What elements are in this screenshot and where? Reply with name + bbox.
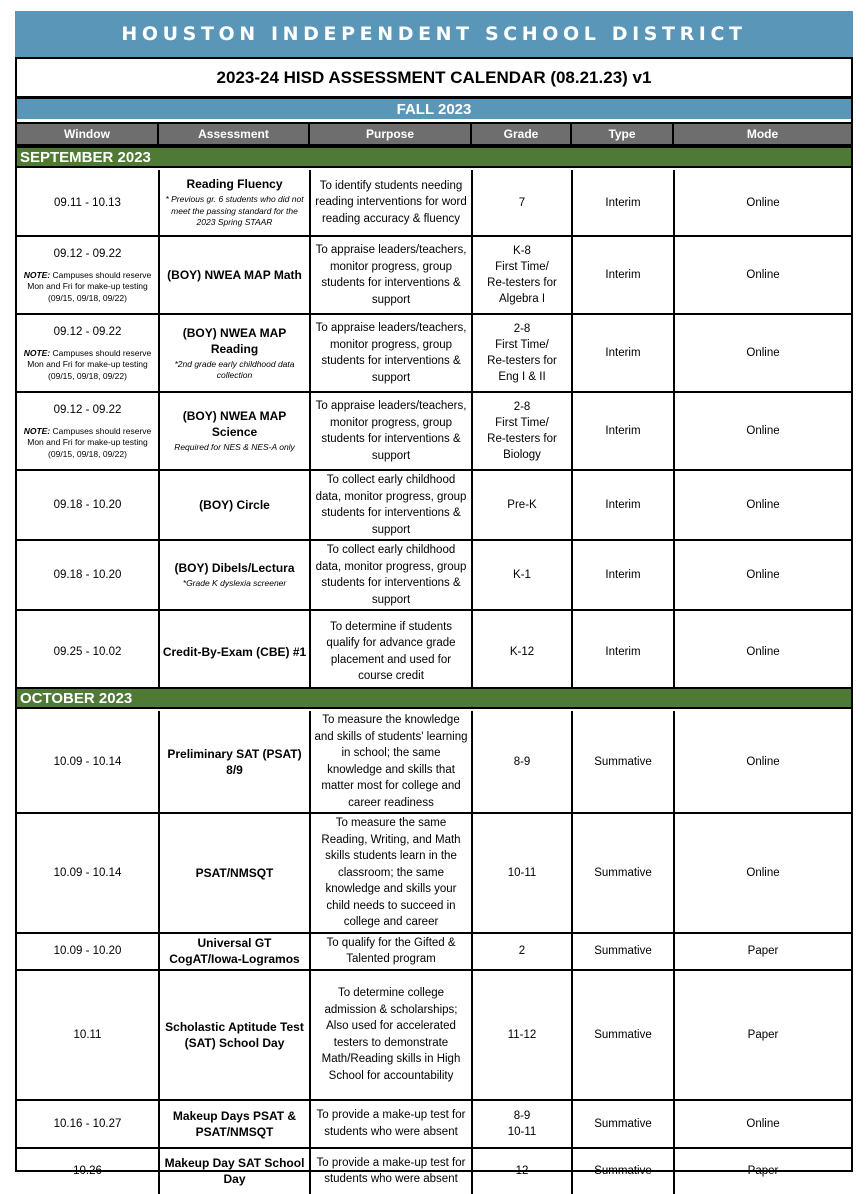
grade-line: First Time/ — [495, 417, 549, 429]
purpose-text: To measure the same Reading, Writing, and Math skills students learn in the classroom; the same knowledge and skills your child needs to succeed in college and career — [321, 817, 461, 928]
purpose-cell — [310, 540, 472, 610]
window-cell — [17, 392, 159, 470]
grade-line: Algebra I — [498, 293, 546, 305]
purpose-text: To identify students needing reading interventions for word reading accuracy & fluency — [315, 179, 467, 225]
table-row — [17, 933, 851, 970]
mode-cell: Online — [674, 1100, 851, 1148]
purpose-cell — [310, 610, 472, 692]
grade-line: K-8 — [513, 245, 531, 257]
mode-cell: Online — [674, 392, 851, 470]
purpose-text: To qualify for the Gifted & Talented program — [326, 936, 456, 965]
mode-cell: Online — [674, 711, 851, 813]
mode-cell: Online — [674, 170, 851, 236]
assessment-name: (BOY) NWEA MAP Reading — [182, 325, 287, 356]
grade-line: 2-8 — [513, 323, 531, 335]
assessment-cell — [159, 1100, 310, 1148]
october-table — [17, 711, 851, 1194]
window-dates: 09.12 - 09.22 — [53, 325, 122, 338]
month-header-october: OCTOBER 2023 — [17, 687, 851, 709]
column-header-purpose: Purpose — [310, 124, 472, 144]
grade-line: Re-testers for — [487, 277, 557, 289]
window-cell — [17, 540, 159, 610]
mode-cell: Online — [674, 470, 851, 540]
column-header-type: Type — [572, 124, 674, 144]
window-dates: 10.11 — [73, 1028, 102, 1041]
assessment-name: Makeup Days PSAT & PSAT/NMSQT — [172, 1108, 297, 1139]
grade-cell — [472, 392, 572, 470]
assessment-name: Preliminary SAT (PSAT) 8/9 — [167, 746, 302, 777]
purpose-text: To provide a make-up test for students who were absent — [316, 1156, 466, 1185]
grade-text: 7 — [518, 196, 526, 209]
type-cell: Interim — [572, 470, 674, 540]
purpose-cell — [310, 970, 472, 1100]
mode-cell: Online — [674, 540, 851, 610]
window-dates: 09.25 - 10.02 — [53, 645, 122, 658]
season-header: FALL 2023 — [17, 99, 851, 119]
window-dates: 09.12 - 09.22 — [53, 403, 122, 416]
assessment-name: (BOY) Dibels/Lectura — [174, 561, 295, 576]
window-cell — [17, 470, 159, 540]
page-title: 2023-24 HISD ASSESSMENT CALENDAR (08.21.23) v1 — [17, 59, 851, 99]
assessment-name: PSAT/NMSQT — [195, 865, 274, 880]
type-cell: Interim — [572, 236, 674, 314]
assessment-cell — [159, 170, 310, 236]
window-dates: 09.12 - 09.22 — [53, 247, 122, 260]
type-cell: Summative — [572, 933, 674, 970]
window-note — [19, 270, 156, 305]
grade-line: 2-8 — [513, 401, 531, 413]
mode-cell: Online — [674, 813, 851, 933]
assessment-cell — [159, 1148, 310, 1194]
column-header-mode: Mode — [746, 127, 779, 141]
window-cell — [17, 711, 159, 813]
purpose-text: To appraise leaders/teachers, monitor progress, group students for interventions & support — [315, 322, 467, 384]
september-table — [17, 170, 851, 692]
window-cell — [17, 1100, 159, 1148]
assessment-note: Required for NES & NES-A only — [174, 442, 295, 453]
grade-line: Re-testers for — [487, 355, 557, 367]
grade-text: 2 — [518, 945, 526, 957]
grade-cell — [472, 933, 572, 970]
mode-cell: Online — [674, 236, 851, 314]
window-dates: 09.18 - 10.20 — [53, 499, 122, 511]
month-header-september: SEPTEMBER 2023 — [17, 146, 851, 168]
assessment-name: Makeup Day SAT School Day — [164, 1156, 305, 1186]
purpose-text: To appraise leaders/teachers, monitor progress, group students for interventions & support — [315, 244, 467, 306]
purpose-text: To determine if students qualify for advance grade placement and used for course credit — [326, 620, 456, 682]
mode-cell: Paper — [674, 933, 851, 970]
purpose-text: To measure the knowledge and skills of students' learning in school; the same knowledge and skills that matter most for college and career readiness — [314, 714, 468, 809]
mode-cell: Online — [674, 610, 851, 692]
grade-cell — [472, 970, 572, 1100]
type-cell: Interim — [572, 392, 674, 470]
assessment-name: Universal GT CogAT/Iowa-Logramos — [169, 936, 300, 966]
table-row — [17, 711, 851, 813]
window-note-text: Campuses should reserve Mon and Fri for make-up testing (09/15, 09/18, 09/22) — [27, 347, 152, 381]
district-banner: HOUSTON INDEPENDENT SCHOOL DISTRICT — [15, 11, 853, 57]
type-cell: Summative — [572, 711, 674, 813]
assessment-cell — [159, 610, 310, 692]
type-cell: Summative — [572, 1148, 674, 1194]
grade-line: 10-11 — [507, 1125, 537, 1138]
window-cell — [17, 1148, 159, 1194]
window-cell — [17, 813, 159, 933]
column-header-window: Window — [17, 124, 159, 144]
grade-text: K-12 — [509, 645, 535, 658]
mode-cell: Paper — [674, 1148, 851, 1194]
grade-line: First Time/ — [495, 261, 549, 273]
purpose-cell — [310, 236, 472, 314]
purpose-text: To provide a make-up test for students who were absent — [316, 1109, 466, 1138]
assessment-note: * Previous gr. 6 students who did not meet the passing standard for the 2023 Spring STAAR — [165, 194, 304, 228]
window-dates: 10.09 - 10.14 — [53, 755, 122, 768]
type-cell: Interim — [572, 170, 674, 236]
purpose-cell — [310, 1100, 472, 1148]
grade-line: Re-testers for — [487, 433, 557, 445]
window-cell — [17, 314, 159, 392]
window-note-text: Campuses should reserve Mon and Fri for make-up testing (09/15, 09/18, 09/22) — [27, 269, 152, 303]
window-note-text: Campuses should reserve Mon and Fri for make-up testing (09/15, 09/18, 09/22) — [27, 425, 152, 459]
assessment-cell — [159, 392, 310, 470]
grade-cell — [472, 711, 572, 813]
assessment-name: (BOY) NWEA MAP Science — [182, 409, 287, 440]
assessment-note: *Grade K dyslexia screener — [182, 578, 287, 589]
table-row — [17, 1100, 851, 1148]
grade-line: First Time/ — [495, 339, 549, 351]
assessment-name: Reading Fluency — [186, 177, 283, 192]
purpose-cell — [310, 711, 472, 813]
grade-text: 12 — [515, 1165, 529, 1177]
type-cell: Summative — [572, 970, 674, 1100]
assessment-cell — [159, 314, 310, 392]
grade-line: Eng I & II — [498, 371, 546, 383]
table-row — [17, 610, 851, 692]
assessment-note: *2nd grade early childhood data collection — [174, 358, 295, 380]
purpose-cell — [310, 1148, 472, 1194]
window-cell — [17, 170, 159, 236]
window-dates: 09.18 - 10.20 — [53, 569, 122, 581]
grade-text: K-1 — [513, 569, 531, 581]
type-cell: Interim — [572, 540, 674, 610]
table-row — [17, 540, 851, 610]
table-row — [17, 1148, 851, 1194]
grade-text: Pre-K — [507, 499, 537, 511]
purpose-text: To collect early childhood data, monitor progress, group students for interventions & support — [315, 474, 467, 536]
table-row — [17, 970, 851, 1100]
window-note — [19, 348, 156, 383]
assessment-cell — [159, 933, 310, 970]
column-header-row — [17, 122, 851, 146]
window-note-label: NOTE: — [23, 347, 51, 358]
purpose-text: To determine college admission & scholarships; Also used for accelerated testers to demonstrate Math/Reading skills in High School for accountability — [321, 987, 461, 1082]
table-row — [17, 392, 851, 470]
window-note-label: NOTE: — [23, 269, 51, 280]
purpose-cell — [310, 170, 472, 236]
window-dates: 10.09 - 10.20 — [53, 945, 122, 957]
window-cell — [17, 236, 159, 314]
type-cell: Interim — [572, 610, 674, 692]
window-note-label: NOTE: — [23, 425, 51, 436]
assessment-name: Credit-By-Exam (CBE) #1 — [162, 644, 307, 659]
window-dates: 09.11 - 10.13 — [54, 196, 121, 209]
window-cell — [17, 970, 159, 1100]
window-cell — [17, 933, 159, 970]
grade-cell — [472, 314, 572, 392]
purpose-cell — [310, 392, 472, 470]
table-row — [17, 236, 851, 314]
assessment-cell — [159, 970, 310, 1100]
column-header-assessment: Assessment — [159, 124, 310, 144]
window-dates: 10.09 - 10.14 — [53, 866, 122, 879]
mode-cell: Paper — [674, 970, 851, 1100]
purpose-text: To appraise leaders/teachers, monitor progress, group students for interventions & support — [315, 400, 467, 462]
window-note — [19, 426, 156, 461]
grade-cell — [472, 470, 572, 540]
purpose-text: To collect early childhood data, monitor progress, group students for interventions & support — [315, 544, 467, 606]
assessment-name: (BOY) Circle — [199, 498, 270, 512]
assessment-name: Scholastic Aptitude Test (SAT) School Day — [165, 1019, 304, 1050]
type-cell: Summative — [572, 1100, 674, 1148]
window-cell — [17, 610, 159, 692]
column-header-grade: Grade — [472, 124, 572, 144]
calendar-frame — [15, 57, 853, 1186]
assessment-cell — [159, 711, 310, 813]
assessment-name: (BOY) NWEA MAP Math — [167, 268, 302, 282]
type-cell: Summative — [572, 813, 674, 933]
grade-cell — [472, 610, 572, 692]
grade-line: 8-9 — [513, 1109, 531, 1122]
purpose-cell — [310, 314, 472, 392]
purpose-cell — [310, 813, 472, 933]
grade-cell — [472, 540, 572, 610]
grade-text: 8-9 — [513, 755, 531, 768]
grade-cell — [472, 1100, 572, 1148]
purpose-cell — [310, 933, 472, 970]
grade-cell — [472, 813, 572, 933]
window-dates: 10.16 - 10.27 — [53, 1117, 122, 1130]
table-row — [17, 314, 851, 392]
grade-cell — [472, 170, 572, 236]
table-row — [17, 813, 851, 933]
purpose-cell — [310, 470, 472, 540]
grade-cell — [472, 236, 572, 314]
table-row — [17, 470, 851, 540]
table-row — [17, 170, 851, 236]
grade-line: Biology — [503, 449, 541, 461]
assessment-cell — [159, 813, 310, 933]
window-dates: 10.26 — [73, 1165, 102, 1177]
assessment-cell — [159, 540, 310, 610]
assessment-cell — [159, 470, 310, 540]
grade-text: 11-12 — [507, 1028, 537, 1041]
type-cell: Interim — [572, 314, 674, 392]
assessment-cell — [159, 236, 310, 314]
grade-text: 10-11 — [507, 866, 537, 879]
grade-cell — [472, 1148, 572, 1194]
mode-cell: Online — [674, 314, 851, 392]
